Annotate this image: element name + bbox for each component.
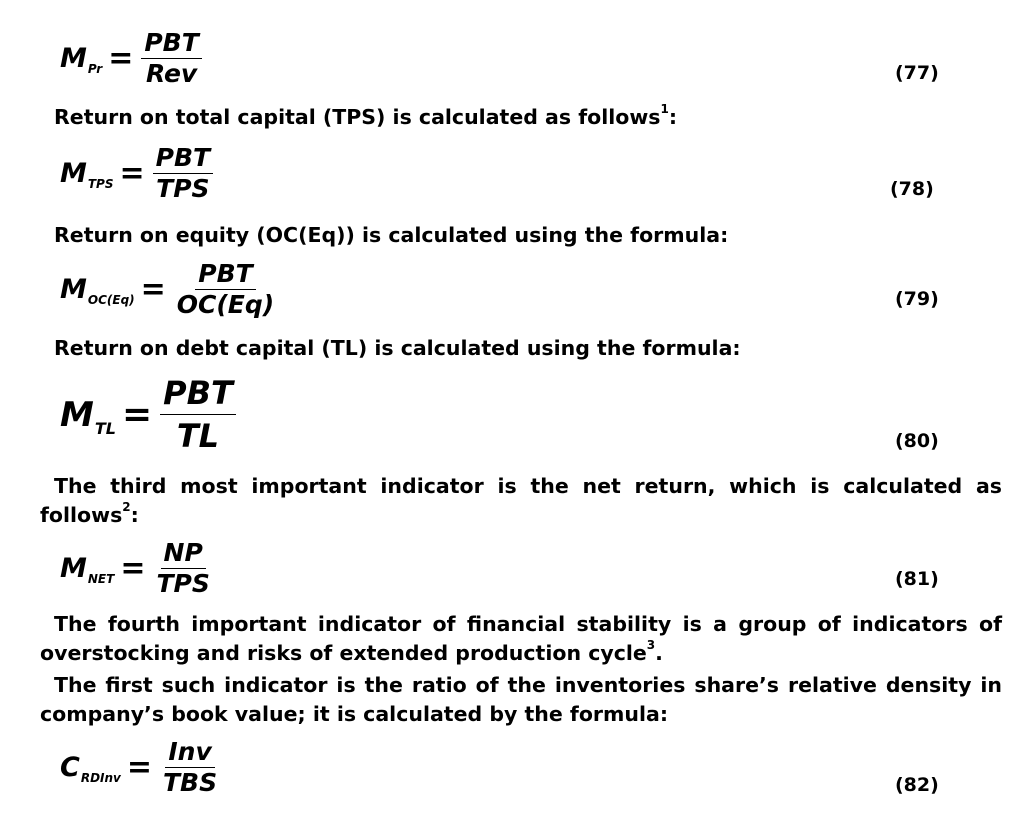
equation-81 <box>60 538 213 599</box>
equation-78-fraction <box>153 143 213 204</box>
paragraph-5-punct: . <box>655 641 663 665</box>
equation-78-number: (78) <box>890 178 934 200</box>
equation-80 <box>60 372 236 457</box>
equation-79-fraction <box>174 259 277 320</box>
equation-80-number: (80) <box>895 430 939 452</box>
equals-sign: = <box>126 750 152 785</box>
equation-81-fraction <box>153 538 212 599</box>
equation-82-lhs <box>60 752 121 783</box>
equation-80-fraction <box>160 372 236 457</box>
equation-77 <box>60 28 202 89</box>
equation-79-subscript: OC(Eq) <box>87 293 135 307</box>
equation-82-subscript: RDInv <box>80 771 121 785</box>
equation-81-lhs <box>60 553 114 584</box>
equation-77-subscript: Pr <box>87 62 103 76</box>
equals-sign: = <box>120 551 146 586</box>
footnote-marker-1: 1 <box>660 102 669 117</box>
paragraph-6-text: The first such indicator is the ratio of the inventories share’s relative density in company’s book value; it is calculated by the formula: <box>40 673 1002 726</box>
paragraph-5-text: The fourth important indicator of financial stability is a group of indicators of overstocking and risks of extended production cycle <box>40 612 1002 665</box>
equation-79-number: (79) <box>895 288 939 310</box>
equation-80-denominator: TL <box>176 417 220 455</box>
equals-sign: = <box>140 272 166 307</box>
paragraph-5 <box>40 610 1002 668</box>
equation-79-denominator: OC(Eq) <box>176 290 275 319</box>
paragraph-1-punct: : <box>668 105 678 129</box>
equation-79 <box>60 259 277 320</box>
paragraph-4-punct: : <box>130 503 139 527</box>
equation-82-numerator: Inv <box>165 737 214 768</box>
paragraph-3 <box>54 334 741 363</box>
equals-sign: = <box>121 394 153 435</box>
equation-79-lhs <box>60 274 135 305</box>
equation-80-symbol: M <box>60 394 94 435</box>
equation-78-lhs <box>60 158 114 189</box>
equation-82-symbol: C <box>60 752 80 783</box>
paragraph-6 <box>40 671 1002 729</box>
paragraph-4-text: The third most important indicator is the net return, which is calculated as follows <box>40 474 1002 527</box>
equals-sign: = <box>119 156 145 191</box>
equation-78-symbol: M <box>60 158 87 189</box>
paragraph-2-text: Return on equity (OC(Eq)) is calculated using the formula: <box>54 223 729 247</box>
footnote-marker-3: 3 <box>646 638 656 653</box>
equation-77-symbol: M <box>60 43 87 74</box>
equation-82-fraction <box>160 737 220 798</box>
paragraph-3-text: Return on debt capital (TL) is calculated using the formula: <box>54 336 741 360</box>
equation-78 <box>60 143 213 204</box>
equation-77-fraction <box>141 28 201 89</box>
equation-82 <box>60 737 220 798</box>
paragraph-4 <box>40 472 1002 530</box>
equation-78-subscript: TPS <box>87 177 114 191</box>
equation-79-symbol: M <box>60 274 87 305</box>
equation-81-subscript: NET <box>87 572 115 586</box>
paragraph-2 <box>54 221 728 250</box>
paragraph-1-text: Return on total capital (TPS) is calculated as follows <box>54 105 661 129</box>
equation-77-number: (77) <box>895 62 939 84</box>
equals-sign: = <box>108 41 134 76</box>
equation-80-lhs <box>60 394 116 438</box>
equation-82-number: (82) <box>895 774 939 796</box>
equation-81-numerator: NP <box>161 538 206 569</box>
equation-80-subscript: TL <box>94 418 116 438</box>
equation-77-lhs <box>60 43 102 74</box>
paragraph-1 <box>54 103 677 132</box>
equation-78-denominator: TPS <box>156 174 210 203</box>
equation-79-numerator: PBT <box>195 259 255 290</box>
equation-78-numerator: PBT <box>153 143 213 174</box>
equation-77-denominator: Rev <box>145 59 198 88</box>
equation-82-denominator: TBS <box>163 768 218 797</box>
equation-80-numerator: PBT <box>160 372 236 415</box>
equation-77-numerator: PBT <box>141 28 201 59</box>
footnote-marker-2: 2 <box>122 500 131 515</box>
equation-81-number: (81) <box>895 568 939 590</box>
equation-81-denominator: TPS <box>156 569 210 598</box>
equation-81-symbol: M <box>60 553 87 584</box>
